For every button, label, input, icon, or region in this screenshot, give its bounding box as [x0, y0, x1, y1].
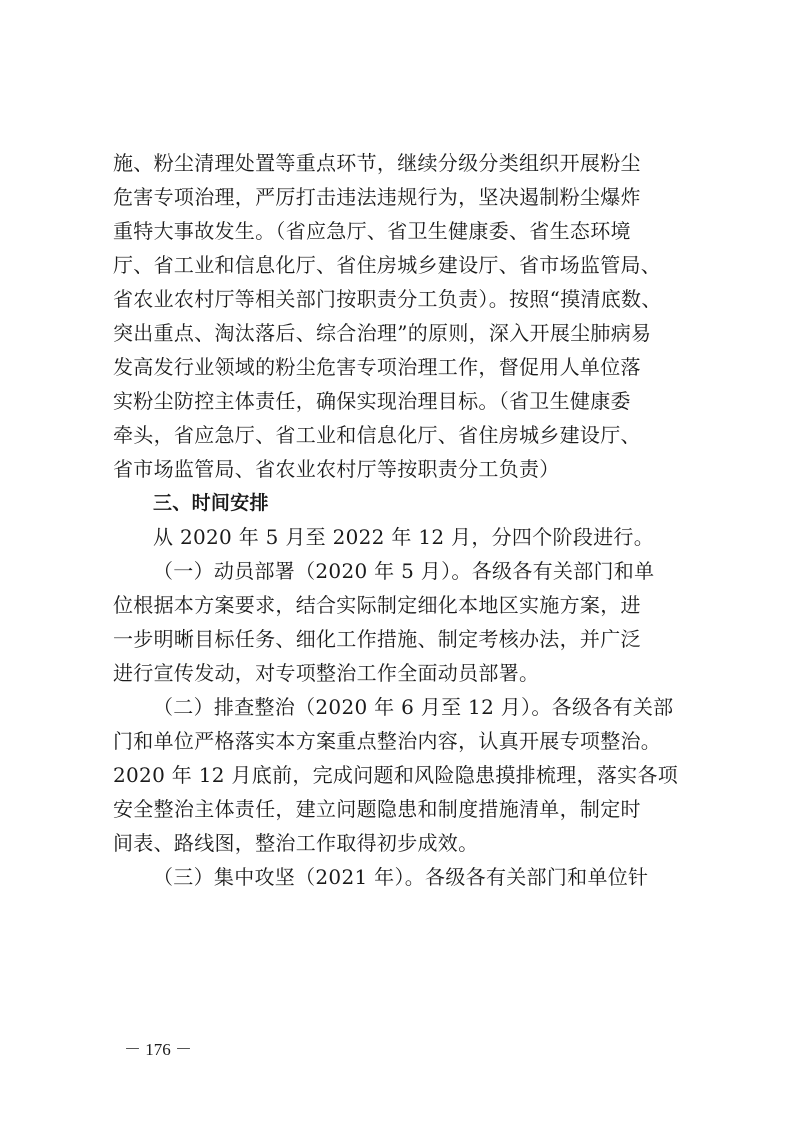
text-line: 安全整治主体责任，建立问题隐患和制度措施清单，制定时 [113, 797, 641, 821]
text-line: 从 2020 年 5 月至 2022 年 12 月，分四个阶段进行。 [153, 525, 655, 549]
text-line: 省农业农村厅等相关部门按职责分工负责）。按照“摸清底数、 [113, 287, 662, 311]
text-line: 2020 年 12 月底前，完成问题和风险隐患摸排梳理，落实各项 [113, 763, 679, 787]
body-text [113, 146, 693, 894]
text-line: 省市场监管局、省农业农村厅等按职责分工负责） [113, 457, 560, 481]
text-line: 位根据本方案要求，结合实际制定细化本地区实施方案，进 [113, 593, 641, 617]
text-line: 重特大事故发生。（省应急厅、省卫生健康委、省生态环境 [113, 219, 631, 243]
text-line: 厅、省工业和信息化厅、省住房城乡建设厅、省市场监管局、 [113, 253, 662, 277]
text-line: 实粉尘防控主体责任，确保实现治理目标。（省卫生健康委 [113, 389, 631, 413]
text-line: （一）动员部署（2020 年 5 月）。各级各有关部门和单 [153, 559, 655, 583]
text-line: 牵头，省应急厅、省工业和信息化厅、省住房城乡建设厅、 [113, 423, 641, 447]
text-line: 发高发行业领域的粉尘危害专项治理工作，督促用人单位落 [113, 355, 641, 379]
page-number: － 176 － [124, 1040, 192, 1059]
text-line: 进行宣传发动，对专项整治工作全面动员部署。 [113, 661, 540, 685]
text-line: 间表、路线图，整治工作取得初步成效。 [113, 831, 479, 855]
text-line: 突出重点、淘汰落后、综合治理”的原则，深入开展尘肺病易 [113, 321, 652, 345]
text-line: 施、粉尘清理处置等重点环节，继续分级分类组织开展粉尘 [113, 151, 641, 175]
text-line: （二）排查整治（2020 年 6 月至 12 月）。各级各有关部 [153, 695, 674, 719]
text-line: 一步明晰目标任务、细化工作措施、制定考核办法，并广泛 [113, 627, 641, 651]
text-line: （三）集中攻坚（2021 年）。各级各有关部门和单位针 [153, 865, 649, 889]
section-heading: 三、时间安排 [153, 492, 269, 514]
text-line: 门和单位严格落实本方案重点整治内容，认真开展专项整治。 [113, 729, 662, 753]
text-line: 危害专项治理，严厉打击违法违规行为，坚决遏制粉尘爆炸 [113, 185, 641, 209]
